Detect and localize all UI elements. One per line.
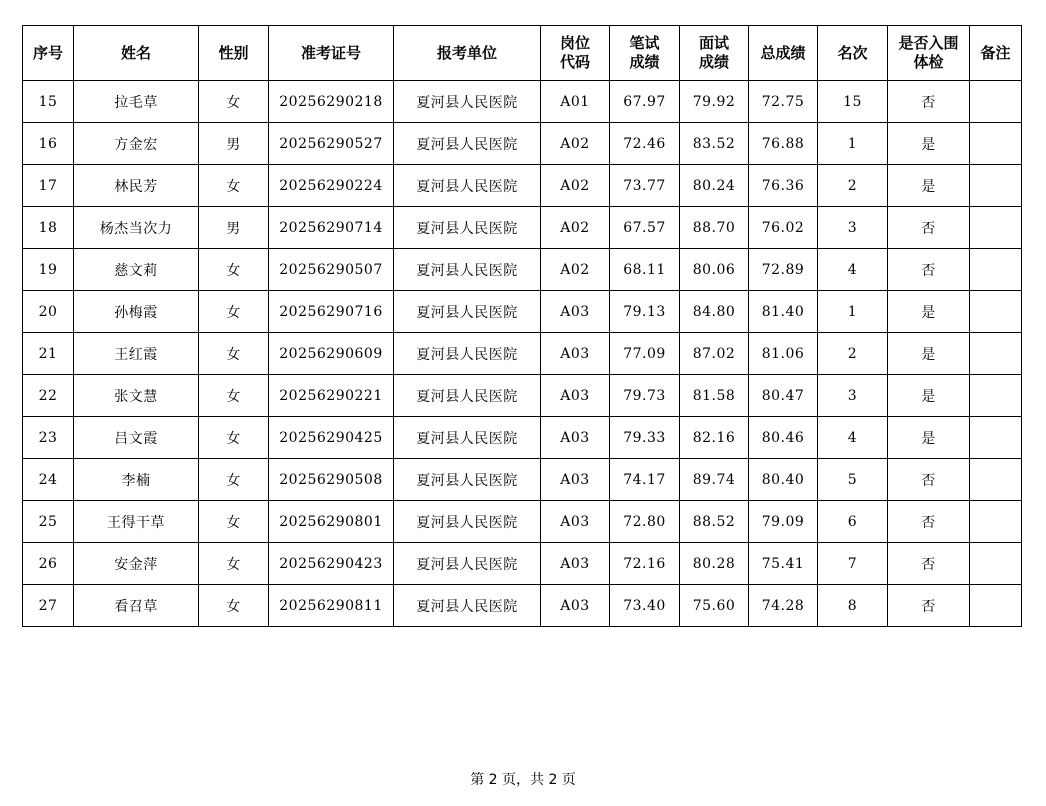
cell-post-code: A03 [541, 333, 610, 375]
cell-interview-score: 75.60 [680, 585, 749, 627]
cell-post-code: A02 [541, 249, 610, 291]
cell-post-code: A03 [541, 585, 610, 627]
cell-name: 方金宏 [74, 123, 199, 165]
cell-unit: 夏河县人民医院 [394, 207, 541, 249]
cell-gender: 男 [199, 123, 269, 165]
cell-written-score: 72.80 [610, 501, 680, 543]
cell-unit: 夏河县人民医院 [394, 165, 541, 207]
table-row [23, 459, 1022, 501]
cell-interview-score: 79.92 [680, 81, 749, 123]
cell-exam-id: 20256290811 [269, 585, 394, 627]
cell-seq: 17 [23, 165, 74, 207]
column-header-remarks [970, 26, 1022, 81]
cell-seq: 22 [23, 375, 74, 417]
cell-post-code: A02 [541, 123, 610, 165]
cell-exam-id: 20256290224 [269, 165, 394, 207]
cell-rank: 6 [818, 501, 888, 543]
cell-shortlisted: 是 [888, 123, 970, 165]
cell-gender: 女 [199, 81, 269, 123]
cell-gender: 女 [199, 543, 269, 585]
column-header-line: 准考证号 [300, 43, 361, 62]
cell-remarks [970, 585, 1022, 627]
cell-shortlisted: 否 [888, 249, 970, 291]
cell-total-score: 80.46 [749, 417, 818, 459]
cell-unit: 夏河县人民医院 [394, 501, 541, 543]
cell-shortlisted: 否 [888, 543, 970, 585]
cell-unit: 夏河县人民医院 [394, 543, 541, 585]
cell-unit: 夏河县人民医院 [394, 249, 541, 291]
cell-seq: 25 [23, 501, 74, 543]
cell-gender: 男 [199, 207, 269, 249]
column-header-rank [818, 26, 888, 81]
cell-interview-score: 80.06 [680, 249, 749, 291]
cell-exam-id: 20256290714 [269, 207, 394, 249]
cell-written-score: 67.97 [610, 81, 680, 123]
cell-gender: 女 [199, 459, 269, 501]
table-row [23, 291, 1022, 333]
cell-rank: 7 [818, 543, 888, 585]
cell-seq: 23 [23, 417, 74, 459]
cell-name: 杨杰当次力 [74, 207, 199, 249]
cell-shortlisted: 是 [888, 375, 970, 417]
cell-remarks [970, 207, 1022, 249]
table-row [23, 585, 1022, 627]
cell-written-score: 68.11 [610, 249, 680, 291]
cell-exam-id: 20256290423 [269, 543, 394, 585]
cell-unit: 夏河县人民医院 [394, 123, 541, 165]
column-header-seq [23, 26, 74, 81]
cell-written-score: 73.77 [610, 165, 680, 207]
cell-shortlisted: 是 [888, 291, 970, 333]
column-header-exam-id [269, 26, 394, 81]
cell-shortlisted: 否 [888, 585, 970, 627]
cell-written-score: 73.40 [610, 585, 680, 627]
cell-total-score: 76.02 [749, 207, 818, 249]
column-header-name [74, 26, 199, 81]
column-header-interview-score [680, 26, 749, 81]
cell-remarks [970, 81, 1022, 123]
cell-total-score: 72.75 [749, 81, 818, 123]
column-header-gender [199, 26, 269, 81]
column-header-line: 性别 [218, 43, 249, 62]
cell-exam-id: 20256290609 [269, 333, 394, 375]
cell-rank: 1 [818, 291, 888, 333]
cell-rank: 8 [818, 585, 888, 627]
cell-exam-id: 20256290507 [269, 249, 394, 291]
cell-remarks [970, 417, 1022, 459]
cell-post-code: A03 [541, 417, 610, 459]
cell-post-code: A02 [541, 165, 610, 207]
cell-rank: 2 [818, 333, 888, 375]
cell-total-score: 81.40 [749, 291, 818, 333]
cell-total-score: 81.06 [749, 333, 818, 375]
cell-post-code: A03 [541, 375, 610, 417]
table-row [23, 249, 1022, 291]
cell-name: 安金萍 [74, 543, 199, 585]
cell-post-code: A03 [541, 543, 610, 585]
cell-remarks [970, 123, 1022, 165]
cell-seq: 21 [23, 333, 74, 375]
column-header-line: 成绩 [629, 53, 660, 71]
cell-shortlisted: 否 [888, 501, 970, 543]
cell-remarks [970, 543, 1022, 585]
cell-unit: 夏河县人民医院 [394, 291, 541, 333]
column-header-line: 名次 [837, 43, 868, 62]
cell-name: 王红霞 [74, 333, 199, 375]
cell-written-score: 72.16 [610, 543, 680, 585]
cell-rank: 1 [818, 123, 888, 165]
cell-written-score: 79.73 [610, 375, 680, 417]
cell-interview-score: 84.80 [680, 291, 749, 333]
cell-shortlisted: 否 [888, 459, 970, 501]
cell-post-code: A03 [541, 459, 610, 501]
cell-remarks [970, 375, 1022, 417]
table-row [23, 375, 1022, 417]
cell-exam-id: 20256290221 [269, 375, 394, 417]
cell-seq: 24 [23, 459, 74, 501]
cell-shortlisted: 否 [888, 207, 970, 249]
cell-shortlisted: 是 [888, 165, 970, 207]
cell-written-score: 67.57 [610, 207, 680, 249]
cell-unit: 夏河县人民医院 [394, 333, 541, 375]
cell-written-score: 77.09 [610, 333, 680, 375]
cell-total-score: 80.47 [749, 375, 818, 417]
cell-shortlisted: 是 [888, 333, 970, 375]
cell-interview-score: 82.16 [680, 417, 749, 459]
cell-gender: 女 [199, 165, 269, 207]
cell-rank: 5 [818, 459, 888, 501]
cell-seq: 20 [23, 291, 74, 333]
cell-written-score: 79.33 [610, 417, 680, 459]
column-header-written-score [610, 26, 680, 81]
cell-remarks [970, 459, 1022, 501]
cell-gender: 女 [199, 417, 269, 459]
column-header-line: 体检 [913, 53, 944, 71]
cell-unit: 夏河县人民医院 [394, 81, 541, 123]
column-header-line: 备注 [980, 43, 1011, 62]
cell-post-code: A02 [541, 207, 610, 249]
cell-gender: 女 [199, 291, 269, 333]
cell-interview-score: 80.28 [680, 543, 749, 585]
cell-exam-id: 20256290508 [269, 459, 394, 501]
cell-exam-id: 20256290425 [269, 417, 394, 459]
cell-rank: 3 [818, 207, 888, 249]
table-row [23, 501, 1022, 543]
cell-shortlisted: 否 [888, 81, 970, 123]
cell-exam-id: 20256290801 [269, 501, 394, 543]
cell-interview-score: 87.02 [680, 333, 749, 375]
cell-total-score: 76.88 [749, 123, 818, 165]
cell-name: 看召草 [74, 585, 199, 627]
cell-remarks [970, 291, 1022, 333]
cell-total-score: 75.41 [749, 543, 818, 585]
table-row [23, 81, 1022, 123]
cell-gender: 女 [199, 585, 269, 627]
cell-written-score: 79.13 [610, 291, 680, 333]
table-row [23, 543, 1022, 585]
cell-post-code: A03 [541, 501, 610, 543]
cell-gender: 女 [199, 501, 269, 543]
cell-gender: 女 [199, 333, 269, 375]
cell-seq: 26 [23, 543, 74, 585]
cell-interview-score: 81.58 [680, 375, 749, 417]
cell-remarks [970, 165, 1022, 207]
table-row [23, 123, 1022, 165]
cell-post-code: A03 [541, 291, 610, 333]
cell-total-score: 80.40 [749, 459, 818, 501]
cell-interview-score: 83.52 [680, 123, 749, 165]
column-header-line: 笔试 [629, 34, 660, 52]
column-header-post-code [541, 26, 610, 81]
column-header-line: 岗位 [559, 34, 590, 52]
cell-name: 林民芳 [74, 165, 199, 207]
table-row [23, 207, 1022, 249]
column-header-line: 序号 [32, 43, 63, 62]
column-header-line: 代码 [559, 53, 590, 71]
results-table [22, 25, 1022, 627]
cell-remarks [970, 501, 1022, 543]
cell-name: 王得干草 [74, 501, 199, 543]
cell-name: 孙梅霞 [74, 291, 199, 333]
column-header-line: 面试 [698, 34, 729, 52]
cell-unit: 夏河县人民医院 [394, 459, 541, 501]
column-header-shortlisted [888, 26, 970, 81]
cell-seq: 15 [23, 81, 74, 123]
cell-total-score: 79.09 [749, 501, 818, 543]
cell-interview-score: 88.52 [680, 501, 749, 543]
cell-interview-score: 88.70 [680, 207, 749, 249]
table-row [23, 333, 1022, 375]
cell-unit: 夏河县人民医院 [394, 417, 541, 459]
cell-seq: 27 [23, 585, 74, 627]
cell-name: 张文慧 [74, 375, 199, 417]
cell-unit: 夏河县人民医院 [394, 375, 541, 417]
cell-total-score: 74.28 [749, 585, 818, 627]
cell-name: 李楠 [74, 459, 199, 501]
column-header-total-score [749, 26, 818, 81]
cell-seq: 16 [23, 123, 74, 165]
column-header-line: 成绩 [698, 53, 729, 71]
cell-remarks [970, 333, 1022, 375]
column-header-line: 报考单位 [436, 43, 497, 62]
table-body [23, 81, 1022, 627]
table-row [23, 417, 1022, 459]
cell-gender: 女 [199, 375, 269, 417]
cell-total-score: 76.36 [749, 165, 818, 207]
cell-interview-score: 80.24 [680, 165, 749, 207]
cell-rank: 15 [818, 81, 888, 123]
cell-unit: 夏河县人民医院 [394, 585, 541, 627]
cell-exam-id: 20256290527 [269, 123, 394, 165]
cell-seq: 18 [23, 207, 74, 249]
cell-name: 吕文霞 [74, 417, 199, 459]
column-header-line: 姓名 [120, 43, 151, 62]
cell-rank: 4 [818, 417, 888, 459]
column-header-line: 是否入围 [898, 34, 959, 52]
cell-shortlisted: 是 [888, 417, 970, 459]
cell-remarks [970, 249, 1022, 291]
cell-name: 慈文莉 [74, 249, 199, 291]
cell-rank: 3 [818, 375, 888, 417]
cell-post-code: A01 [541, 81, 610, 123]
cell-written-score: 72.46 [610, 123, 680, 165]
table-row [23, 165, 1022, 207]
cell-written-score: 74.17 [610, 459, 680, 501]
table-header-row [23, 26, 1022, 81]
page-footer: 第 2 页，共 2 页 [470, 772, 576, 788]
cell-interview-score: 89.74 [680, 459, 749, 501]
column-header-line: 总成绩 [760, 43, 806, 62]
cell-total-score: 72.89 [749, 249, 818, 291]
cell-name: 拉毛草 [74, 81, 199, 123]
cell-seq: 19 [23, 249, 74, 291]
cell-exam-id: 20256290218 [269, 81, 394, 123]
cell-rank: 4 [818, 249, 888, 291]
cell-gender: 女 [199, 249, 269, 291]
cell-exam-id: 20256290716 [269, 291, 394, 333]
cell-rank: 2 [818, 165, 888, 207]
column-header-unit [394, 26, 541, 81]
